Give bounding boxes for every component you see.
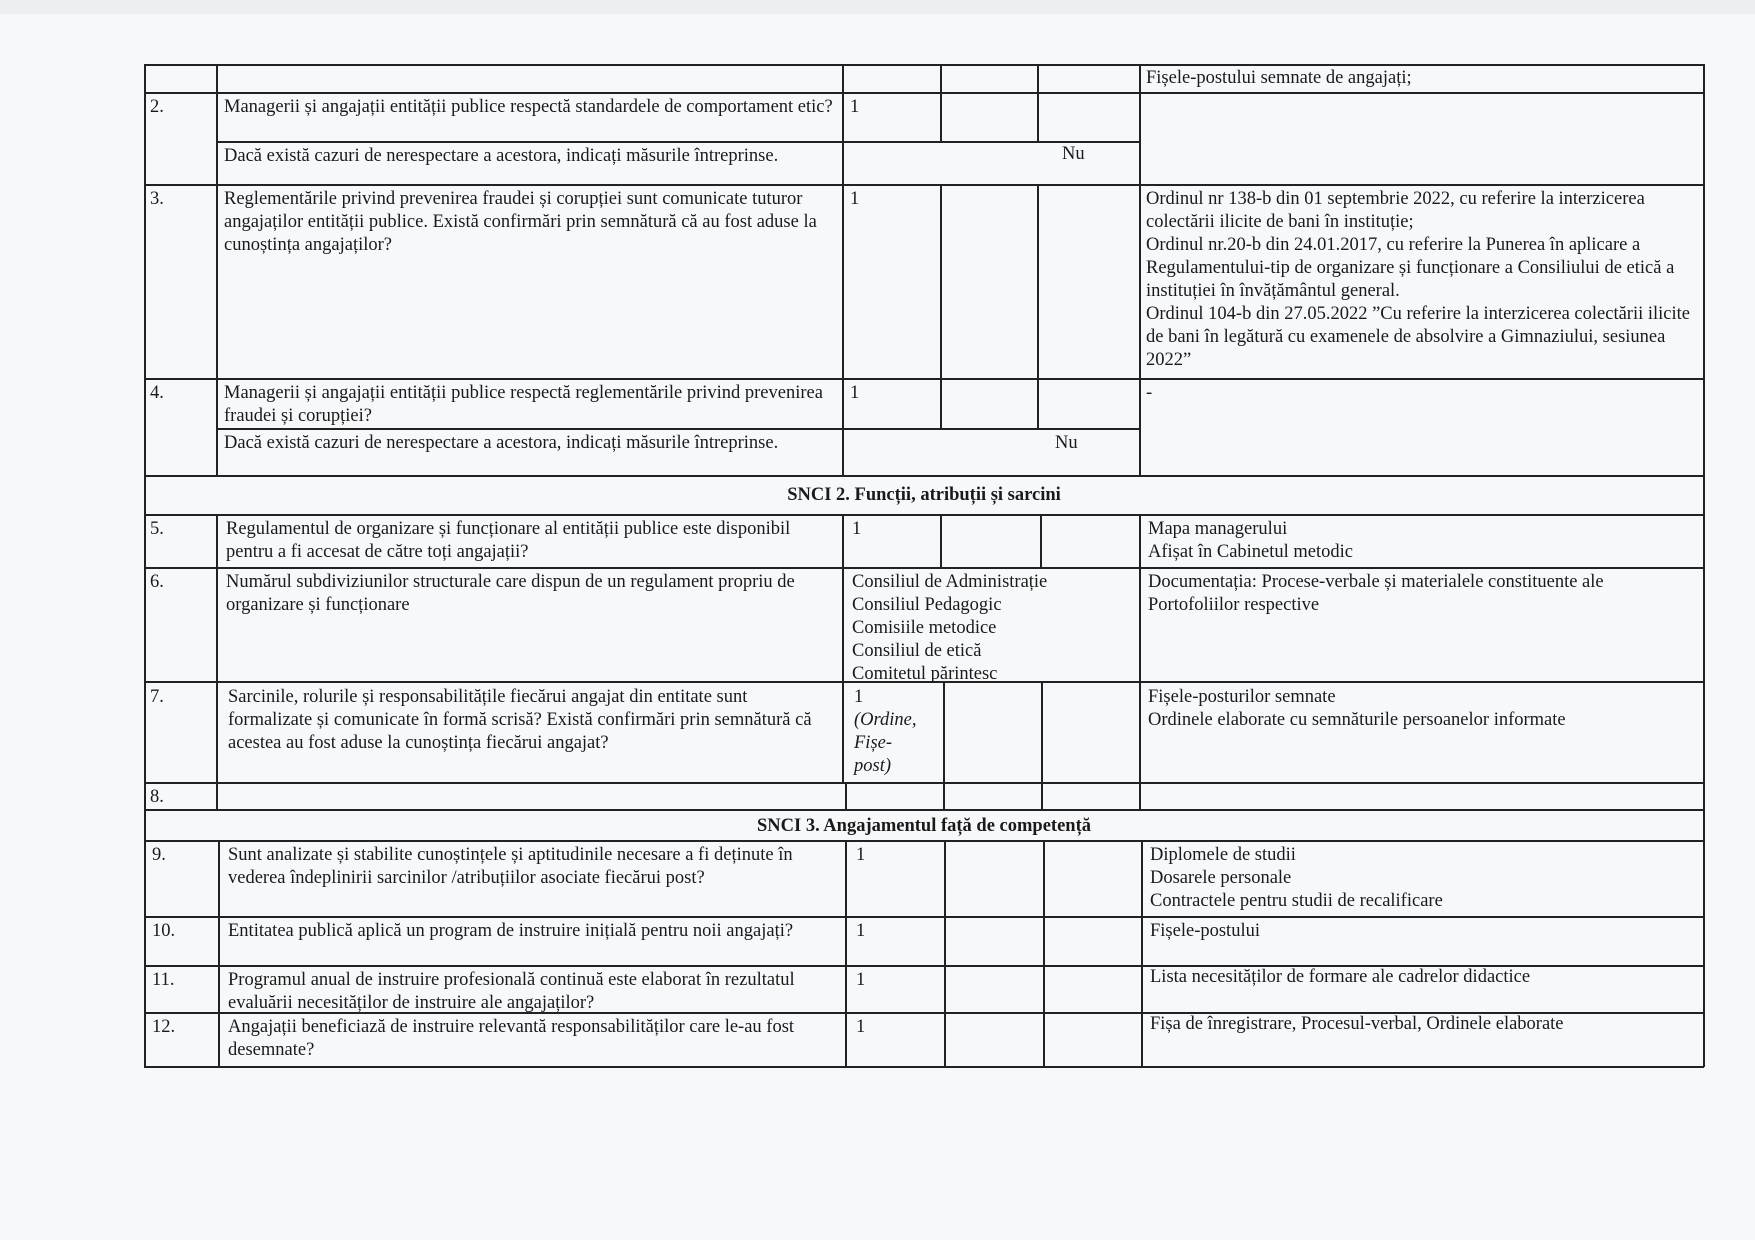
row-divider bbox=[144, 184, 1704, 186]
followup-answer: Nu bbox=[1055, 433, 1078, 453]
col-divider bbox=[1037, 64, 1039, 141]
col-divider bbox=[940, 184, 942, 428]
row-divider bbox=[144, 92, 1704, 94]
section-heading: SNCI 3. Angajamentul față de competență bbox=[756, 816, 1091, 836]
question-text: Managerii și angajații entității publice respectă standardele de comportament etic? bbox=[224, 97, 833, 117]
score-value: 1 bbox=[850, 189, 860, 209]
followup-text: Dacă există cazuri de nerespectare a acestora, indicați măsurile întreprinse. bbox=[224, 433, 779, 453]
evidence-cell: Documentația: Procese-verbale și materialele constituente ale Portofoliilor respective bbox=[1148, 572, 1604, 615]
row-divider bbox=[144, 916, 1704, 918]
col-divider bbox=[218, 840, 220, 1066]
scan-edge bbox=[0, 0, 1755, 14]
row-divider bbox=[144, 514, 1704, 516]
evidence-cell: Mapa managerului Afișat în Cabinetul metodic bbox=[1148, 519, 1353, 562]
row-number: 2. bbox=[150, 97, 164, 117]
row-number: 4. bbox=[150, 383, 164, 403]
col-divider bbox=[1043, 840, 1045, 1066]
row-divider bbox=[144, 475, 1704, 477]
followup-answer: Nu bbox=[1062, 144, 1085, 164]
score-value: 1 bbox=[850, 383, 860, 403]
row-divider bbox=[144, 809, 1704, 811]
table-border-bottom bbox=[144, 1066, 1704, 1068]
row-number: 11. bbox=[152, 970, 175, 990]
evidence-cell: Fișa de înregistrare, Procesul-verbal, Ordinele elaborate bbox=[1150, 1014, 1564, 1034]
col-divider bbox=[1037, 184, 1039, 428]
question-text: Sarcinile, rolurile și responsabilitățile fiecărui angajat din entitate sunt formalizate și comunicate în formă scrisă? Există confirmări prin semnătură că acestea au fost aduse la cunoștința fiecărui angajat? bbox=[228, 687, 812, 753]
row-divider bbox=[144, 567, 1704, 569]
row-number: 6. bbox=[150, 572, 164, 592]
table-border-top bbox=[144, 64, 1704, 66]
row-number: 7. bbox=[150, 687, 164, 707]
row-divider bbox=[216, 141, 1139, 143]
score-value: 1 bbox=[850, 97, 860, 117]
evidence-cell: Ordinul nr 138-b din 01 septembrie 2022, cu referire la interzicerea colectării ilicite de bani în instituție; Ordinul nr.20-b din 24.01.2017, cu referire la Punerea în aplicare a Regulamentului-tip de organizare și funcționare a Consiliului de etică a instituției în învățământul general. Ordinul 104-b din 27.05.2022 ”Cu referire la interzicerea colectării ilicite de bani în legătură cu examenele de absolvire a Gimnaziului, sesiunea 2022” bbox=[1146, 189, 1690, 370]
col-divider bbox=[842, 64, 844, 475]
evidence-cell: Fișele-postului bbox=[1150, 921, 1260, 941]
score-value: 1 bbox=[856, 845, 866, 865]
row-number: 12. bbox=[152, 1017, 176, 1037]
score-note: (Ordine, Fișe- post) bbox=[854, 710, 917, 776]
col-divider bbox=[216, 64, 218, 475]
question-text: Entitatea publică aplică un program de instruire inițială pentru noii angajați? bbox=[228, 921, 794, 941]
row-number: 5. bbox=[150, 519, 164, 539]
row-divider bbox=[144, 782, 1704, 784]
question-text: Sunt analizate și stabilite cunoștințele și aptitudinile necesare a fi deținute în vederea îndeplinirii sarcinilor /atribuțiilor asociate fiecărui post? bbox=[228, 845, 793, 888]
question-text: Angajații beneficiază de instruire relevantă responsabilităților care le-au fost desemnate? bbox=[228, 1017, 795, 1060]
question-text: Reglementările privind prevenirea fraudei și corupției sunt comunicate tuturor angajaților entității publice. Există confirmări prin semnătură că au fost aduse la cunoștința angajaților? bbox=[224, 189, 817, 255]
col-divider bbox=[944, 840, 946, 1066]
col-divider bbox=[216, 514, 218, 782]
score-value: 1 bbox=[852, 519, 862, 539]
row-number: 8. bbox=[150, 787, 164, 807]
table-border-right bbox=[1703, 64, 1705, 1067]
section-heading: SNCI 2. Funcții, atribuții și sarcini bbox=[787, 485, 1061, 505]
score-value: 1 bbox=[856, 970, 866, 990]
score-value: 1 bbox=[856, 1017, 866, 1037]
evidence-cell: Lista necesităților de formare ale cadrelor didactice bbox=[1150, 967, 1531, 987]
score-value: 1 bbox=[854, 687, 864, 707]
question-text: Managerii și angajații entității publice respectă reglementările privind prevenirea fraudei și corupției? bbox=[224, 383, 823, 426]
col-divider bbox=[1141, 840, 1143, 1066]
followup-text: Dacă există cazuri de nerespectare a acestora, indicați măsurile întreprinse. bbox=[224, 146, 779, 166]
evidence-cell: - bbox=[1146, 383, 1153, 403]
row-divider bbox=[144, 378, 1704, 380]
col-divider bbox=[845, 782, 847, 809]
row-number: 9. bbox=[152, 845, 166, 865]
score-value: 1 bbox=[856, 921, 866, 941]
col-divider bbox=[940, 64, 942, 141]
question-text: Numărul subdiviziunilor structurale care dispun de un regulament propriu de organizare și funcționare bbox=[226, 572, 795, 615]
evidence-cell: Fișele-postului semnate de angajați; bbox=[1146, 68, 1412, 88]
row-number: 3. bbox=[150, 189, 164, 209]
col-divider bbox=[1040, 514, 1042, 567]
row-divider bbox=[216, 428, 1139, 430]
evidence-cell: Fișele-posturilor semnate Ordinele elaborate cu semnăturile persoanelor informate bbox=[1148, 687, 1566, 730]
col-divider bbox=[216, 782, 218, 809]
col-divider bbox=[845, 840, 847, 1066]
col-divider bbox=[842, 514, 844, 782]
col-divider bbox=[1139, 64, 1141, 475]
col-divider bbox=[943, 681, 945, 809]
answer-list: Consiliul de Administrație Consiliul Pedagogic Comisiile metodice Consiliul de etică Comitetul părintesc bbox=[852, 572, 1048, 684]
col-divider bbox=[1041, 681, 1043, 809]
row-divider bbox=[144, 840, 1704, 842]
evidence-cell: Diplomele de studii Dosarele personale Contractele pentru studii de recalificare bbox=[1150, 845, 1443, 911]
table-border-left bbox=[144, 64, 146, 1067]
question-text: Programul anual de instruire profesională continuă este elaborat în rezultatul evaluării necesităților de instruire ale angajaților? bbox=[228, 970, 795, 1013]
row-number: 10. bbox=[152, 921, 176, 941]
col-divider bbox=[940, 514, 942, 567]
question-text: Regulamentul de organizare și funcționare al entității publice este disponibil pentru a fi accesat de către toți angajații? bbox=[226, 519, 791, 562]
